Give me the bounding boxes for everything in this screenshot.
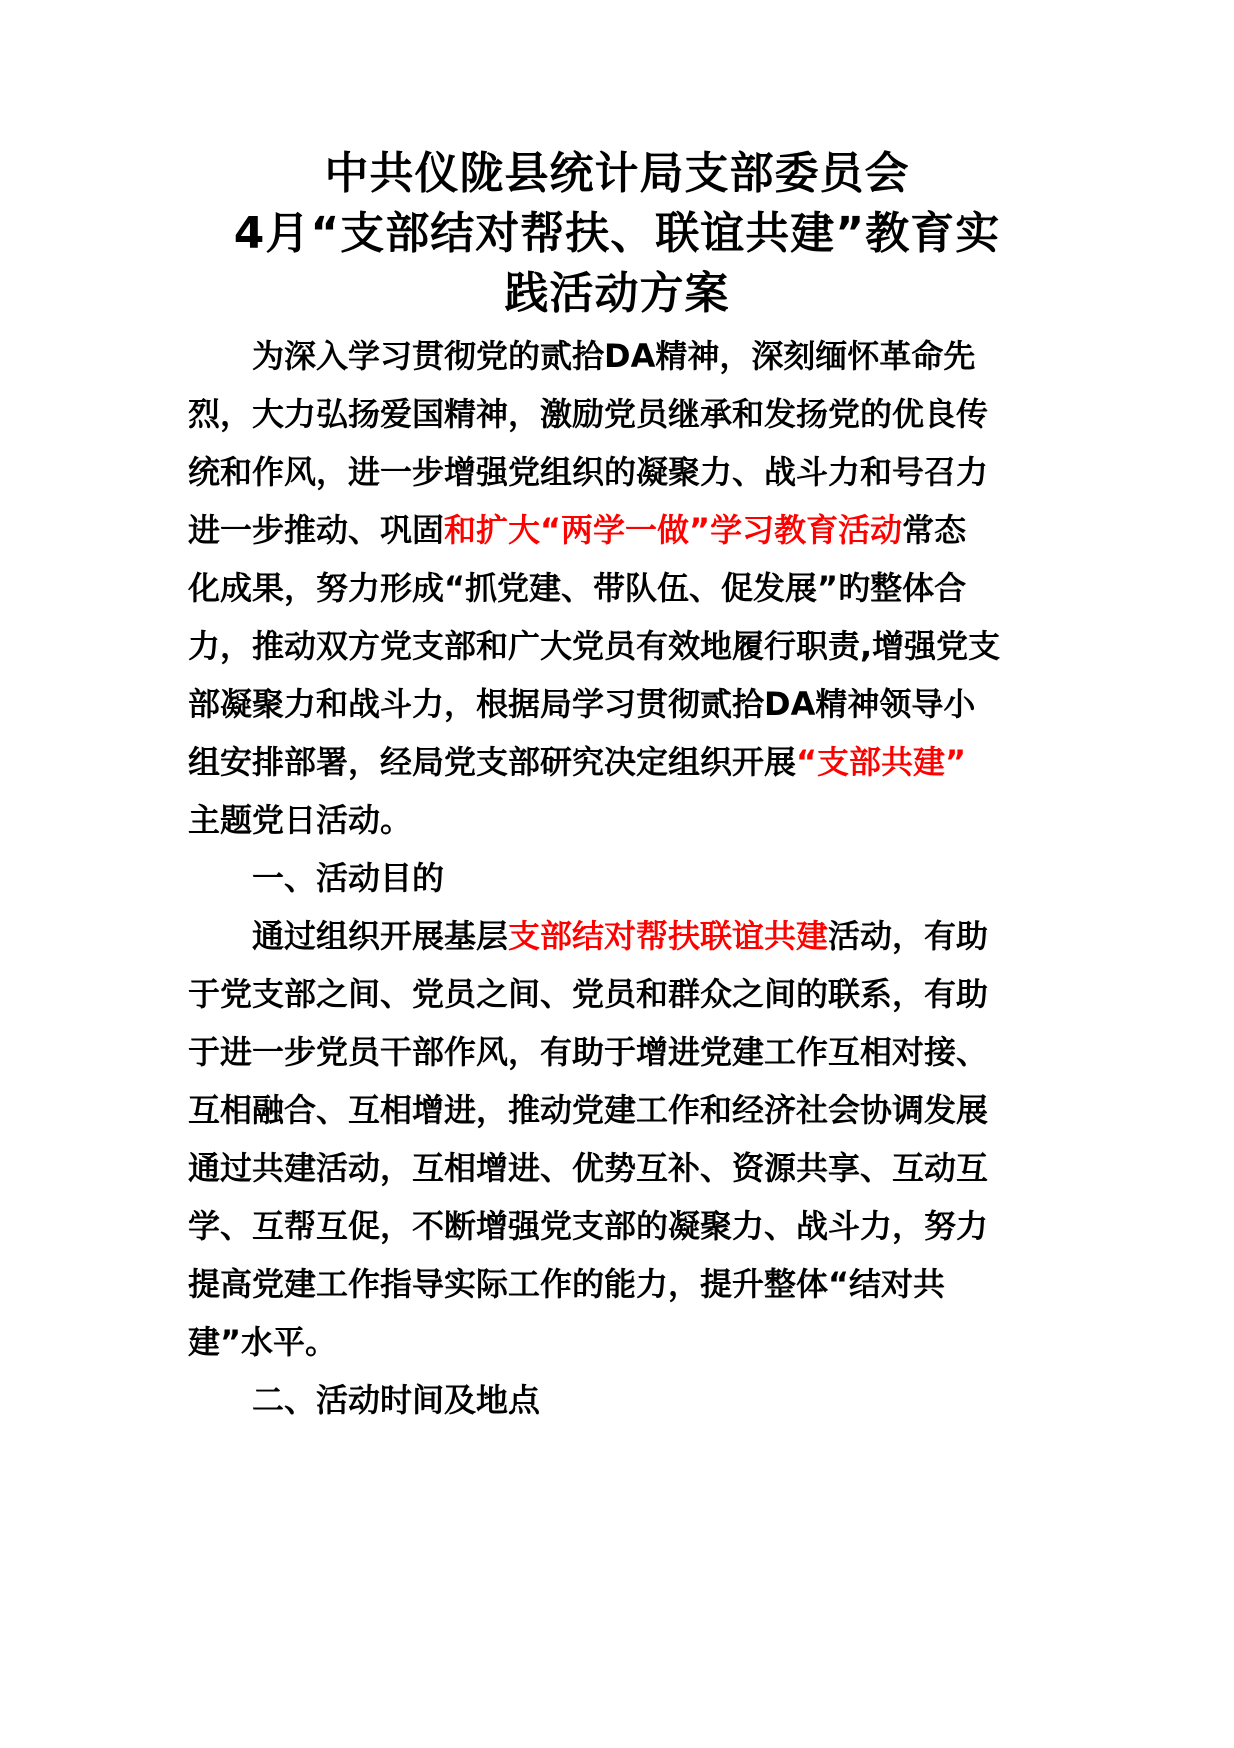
intro-line-4-end: 常态 [902, 511, 967, 549]
section-1-line-1-end: 活动，有助 [828, 917, 989, 955]
section-1-line-3: 于进一步党员干部作风，有助于增进党建工作互相对接、 [188, 1033, 989, 1071]
highlight-branch-cobuild: “支部共建” [796, 743, 967, 781]
intro-line-8 [188, 740, 966, 784]
intro-line-2: 烈，大力弘扬爱国精神，激励党员继承和发扬党的优良传 [188, 395, 989, 433]
section-1-line-7: 提高党建工作指导实际工作的能力，提升整体“结对共 [188, 1265, 946, 1303]
highlight-pairing-cobuild: 支部结对帮扶联谊共建 [508, 917, 829, 955]
highlight-two-study: 和扩大“两学一做”学习教育活动 [444, 511, 903, 549]
document-title-line-2: 4月“支部结对帮扶、联谊共建”教育实 [233, 208, 1001, 259]
intro-line-1: 为深入学习贯彻党的贰拾DA精神，深刻缅怀革命先 [252, 337, 976, 375]
intro-line-4 [188, 508, 966, 552]
document-title-line-1: 中共仪陇县统计局支部委员会 [324, 148, 910, 199]
section-1-line-2: 于党支部之间、党员之间、党员和群众之间的联系，有助 [188, 975, 989, 1013]
section-2-heading: 二、活动时间及地点 [252, 1381, 541, 1419]
section-1-line-4: 互相融合、互相增进，推动党建工作和经济社会协调发展 [188, 1091, 989, 1129]
intro-line-3: 统和作风，进一步增强党组织的凝聚力、战斗力和号召力 [188, 453, 989, 491]
section-1-heading: 一、活动目的 [252, 859, 445, 897]
section-1-line-1 [252, 914, 988, 958]
document-title-line-3: 践活动方案 [504, 268, 730, 319]
section-1-line-1-start: 通过组织开展基层 [252, 917, 509, 955]
section-1-line-8: 建”水平。 [188, 1323, 338, 1361]
intro-line-7: 部凝聚力和战斗力，根据局学习贯彻贰拾DA精神领导小 [188, 685, 976, 723]
intro-line-8-start: 组安排部署，经局党支部研究决定组织开展 [188, 743, 797, 781]
intro-line-4-start: 进一步推动、巩固 [188, 511, 445, 549]
section-1-line-5: 通过共建活动，互相增进、优势互补、资源共享、互动互 [188, 1149, 989, 1187]
intro-line-6: 力，推动双方党支部和广大党员有效地履行职责,增强党支 [188, 627, 1001, 665]
intro-line-9: 主题党日活动。 [188, 801, 413, 839]
intro-line-5: 化成果，努力形成“抓党建、带队伍、促发展”旳整体合 [188, 569, 967, 607]
section-1-line-6: 学、互帮互促，不断增强党支部的凝聚力、战斗力，努力 [188, 1207, 989, 1245]
